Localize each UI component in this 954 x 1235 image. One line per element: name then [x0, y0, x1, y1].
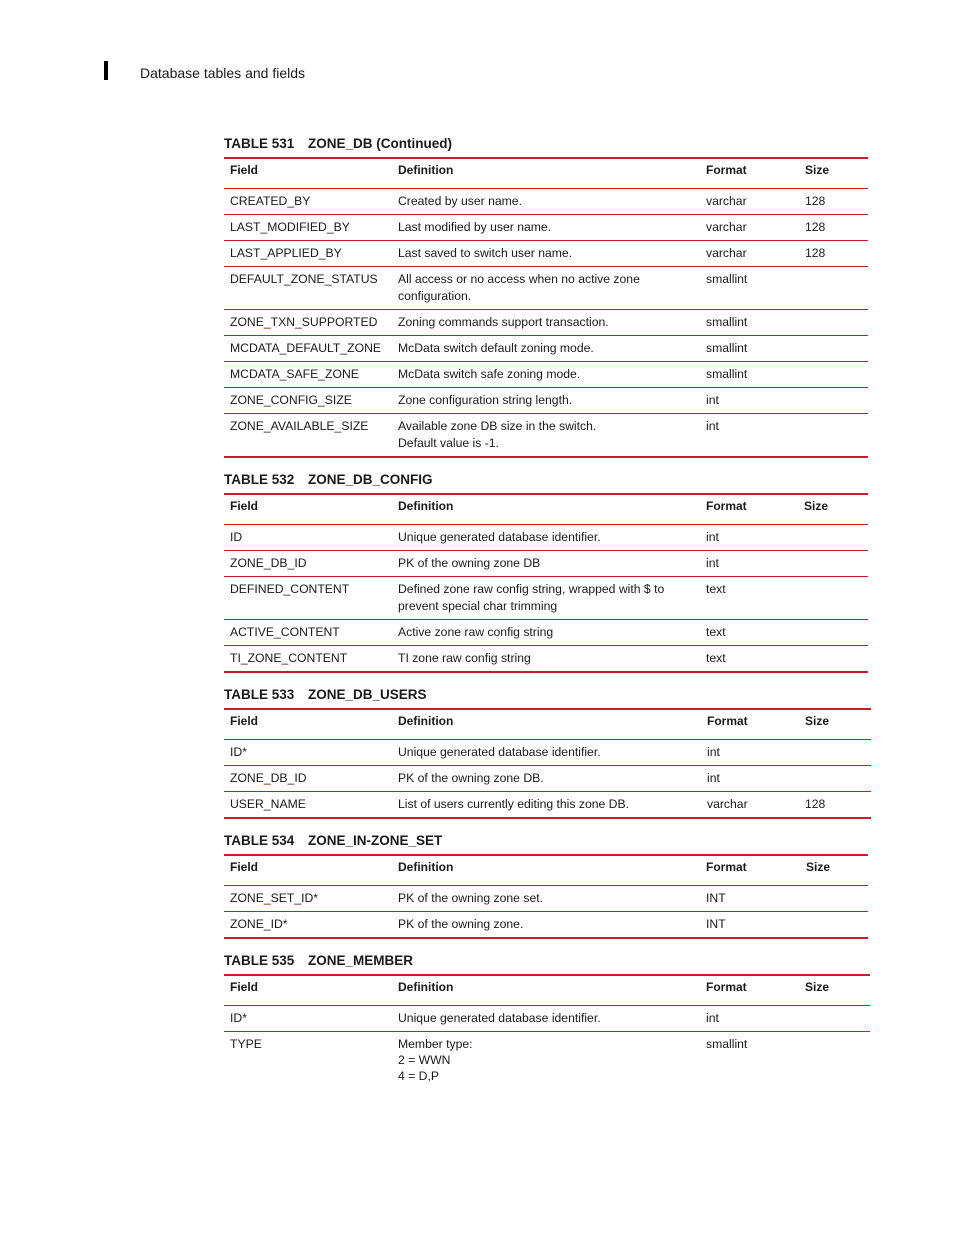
cell-format: varchar: [701, 792, 799, 819]
cell-size: [799, 310, 868, 336]
column-header-definition: Definition: [392, 494, 700, 525]
cell-format: INT: [700, 912, 800, 939]
table-row: [224, 1032, 870, 1085]
cell-format: text: [700, 620, 798, 646]
cell-size: 128: [799, 792, 871, 819]
cell-size: 128: [799, 189, 868, 215]
cell-size: [799, 336, 868, 362]
cell-definition: Available zone DB size in the switch. Default value is -1.: [392, 414, 700, 458]
header-row: [224, 158, 868, 189]
cell-definition: PK of the owning zone DB: [392, 551, 700, 577]
table-row: [224, 267, 868, 310]
table-533: [224, 687, 871, 819]
cell-definition: Zoning commands support transaction.: [392, 310, 700, 336]
header-row: [224, 494, 868, 525]
cell-field: ZONE_TXN_SUPPORTED: [224, 310, 392, 336]
table-caption: [224, 953, 870, 969]
column-header-definition: Definition: [392, 975, 700, 1006]
column-header-format: Format: [700, 494, 798, 525]
table-name: ZONE_IN-ZONE_SET: [308, 833, 443, 848]
cell-size: [799, 766, 871, 792]
table-caption: [224, 687, 871, 703]
cell-field: ZONE_CONFIG_SIZE: [224, 388, 392, 414]
cell-field: MCDATA_DEFAULT_ZONE: [224, 336, 392, 362]
cell-field: ID: [224, 525, 392, 551]
cell-format: int: [701, 740, 799, 766]
table-532: [224, 472, 868, 673]
table-row: [224, 886, 868, 912]
cell-format: smallint: [700, 267, 799, 310]
cell-definition: Created by user name.: [392, 189, 700, 215]
cell-format: varchar: [700, 189, 799, 215]
cell-field: DEFAULT_ZONE_STATUS: [224, 267, 392, 310]
table-row: [224, 577, 868, 620]
cell-size: [798, 646, 868, 673]
cell-definition: All access or no access when no active zone configuration.: [392, 267, 700, 310]
data-table: [224, 708, 871, 819]
column-header-field: Field: [224, 855, 392, 886]
cell-size: [799, 267, 868, 310]
cell-size: [799, 414, 868, 458]
column-header-definition: Definition: [392, 709, 701, 740]
column-header-field: Field: [224, 975, 392, 1006]
cell-field: ZONE_DB_ID: [224, 766, 392, 792]
column-header-format: Format: [700, 975, 799, 1006]
cell-field: ID*: [224, 740, 392, 766]
cell-format: int: [700, 525, 798, 551]
cell-format: text: [700, 646, 798, 673]
column-header-field: Field: [224, 494, 392, 525]
cell-definition: McData switch default zoning mode.: [392, 336, 700, 362]
cell-size: [799, 388, 868, 414]
cell-size: [799, 1032, 870, 1085]
cell-format: varchar: [700, 241, 799, 267]
cell-definition: Active zone raw config string: [392, 620, 700, 646]
cell-size: [800, 886, 868, 912]
cell-definition: TI zone raw config string: [392, 646, 700, 673]
cell-definition: McData switch safe zoning mode.: [392, 362, 700, 388]
cell-size: [798, 620, 868, 646]
cell-format: varchar: [700, 215, 799, 241]
header-row: [224, 975, 870, 1006]
table-row: [224, 912, 868, 939]
table-number: TABLE 531: [224, 136, 295, 151]
table-row: [224, 189, 868, 215]
column-header-format: Format: [700, 855, 800, 886]
table-row: [224, 620, 868, 646]
table-caption: [224, 472, 868, 488]
cell-definition: Last saved to switch user name.: [392, 241, 700, 267]
cell-size: 128: [799, 215, 868, 241]
cell-field: LAST_MODIFIED_BY: [224, 215, 392, 241]
header-row: [224, 855, 868, 886]
table-row: [224, 740, 871, 766]
cell-field: ZONE_ID*: [224, 912, 392, 939]
change-bar: [104, 61, 108, 80]
column-header-format: Format: [701, 709, 799, 740]
cell-field: TI_ZONE_CONTENT: [224, 646, 392, 673]
cell-size: 128: [799, 241, 868, 267]
cell-definition: Last modified by user name.: [392, 215, 700, 241]
table-row: [224, 792, 871, 819]
cell-definition: Defined zone raw config string, wrapped with $ to prevent special char trimming: [392, 577, 700, 620]
table-caption: [224, 833, 868, 849]
cell-field: DEFINED_CONTENT: [224, 577, 392, 620]
cell-size: [799, 740, 871, 766]
column-header-size: Size: [800, 855, 868, 886]
column-header-field: Field: [224, 158, 392, 189]
cell-field: ID*: [224, 1006, 392, 1032]
cell-format: int: [700, 551, 798, 577]
cell-definition: PK of the owning zone set.: [392, 886, 700, 912]
column-header-size: Size: [799, 975, 870, 1006]
cell-field: CREATED_BY: [224, 189, 392, 215]
column-header-format: Format: [700, 158, 799, 189]
cell-size: [799, 1006, 870, 1032]
cell-definition: Zone configuration string length.: [392, 388, 700, 414]
table-name: ZONE_DB_USERS: [308, 687, 427, 702]
cell-format: int: [700, 388, 799, 414]
table-row: [224, 362, 868, 388]
table-name: ZONE_DB_CONFIG: [308, 472, 433, 487]
table-row: [224, 646, 868, 673]
cell-field: TYPE: [230, 1037, 262, 1051]
cell-field: LAST_APPLIED_BY: [224, 241, 392, 267]
cell-size: [798, 551, 868, 577]
table-row: [224, 551, 868, 577]
cell-format: smallint: [700, 362, 799, 388]
data-table: [224, 157, 868, 458]
column-header-definition: Definition: [392, 158, 700, 189]
column-header-size: Size: [799, 709, 871, 740]
data-table: [224, 854, 868, 939]
cell-field: ACTIVE_CONTENT: [224, 620, 392, 646]
table-caption: [224, 136, 868, 152]
table-row: [224, 310, 868, 336]
column-header-field: Field: [224, 709, 392, 740]
cell-definition: PK of the owning zone.: [392, 912, 700, 939]
cell-size: [798, 525, 868, 551]
header-row: [224, 709, 871, 740]
table-row: [224, 766, 871, 792]
cell-field: MCDATA_SAFE_ZONE: [224, 362, 392, 388]
cell-format: int: [700, 1006, 799, 1032]
cell-format: smallint: [706, 1037, 748, 1051]
column-header-size: Size: [798, 494, 868, 525]
cell-field: ZONE_AVAILABLE_SIZE: [224, 414, 392, 458]
data-table: [224, 974, 870, 1084]
column-header-size: Size: [799, 158, 868, 189]
table-row: [224, 525, 868, 551]
table-number: TABLE 534: [224, 833, 295, 848]
table-number: TABLE 533: [224, 687, 295, 702]
cell-format: int: [700, 414, 799, 458]
running-header: Database tables and fields: [140, 65, 305, 81]
cell-definition: List of users currently editing this zone DB.: [392, 792, 701, 819]
table-row: [224, 1006, 870, 1032]
cell-field: USER_NAME: [224, 792, 392, 819]
column-header-definition: Definition: [392, 855, 700, 886]
table-number: TABLE 532: [224, 472, 295, 487]
cell-format: smallint: [700, 310, 799, 336]
table-534: [224, 833, 868, 939]
cell-format: text: [700, 577, 798, 620]
cell-format: int: [701, 766, 799, 792]
cell-definition: Unique generated database identifier.: [392, 1006, 700, 1032]
cell-field: ZONE_DB_ID: [224, 551, 392, 577]
table-name: ZONE_MEMBER: [308, 953, 414, 968]
cell-size: [799, 362, 868, 388]
table-name: ZONE_DB (Continued): [308, 136, 452, 151]
table-number: TABLE 535: [224, 953, 295, 968]
cell-field: ZONE_SET_ID*: [224, 886, 392, 912]
table-row: [224, 215, 868, 241]
cell-format: INT: [700, 886, 800, 912]
cell-size: [800, 912, 868, 939]
table-row: [224, 241, 868, 267]
cell-format: smallint: [700, 336, 799, 362]
table-row: [224, 388, 868, 414]
table-row: [224, 414, 868, 458]
data-table: [224, 493, 868, 673]
table-531: [224, 136, 868, 458]
cell-definition: Unique generated database identifier.: [392, 525, 700, 551]
table-535: [224, 953, 870, 1084]
cell-definition: Unique generated database identifier.: [392, 740, 701, 766]
cell-definition: PK of the owning zone DB.: [392, 766, 701, 792]
cell-size: [798, 577, 868, 620]
table-row: [224, 336, 868, 362]
cell-definition: Member type: 2 = WWN 4 = D,P: [398, 1037, 473, 1083]
